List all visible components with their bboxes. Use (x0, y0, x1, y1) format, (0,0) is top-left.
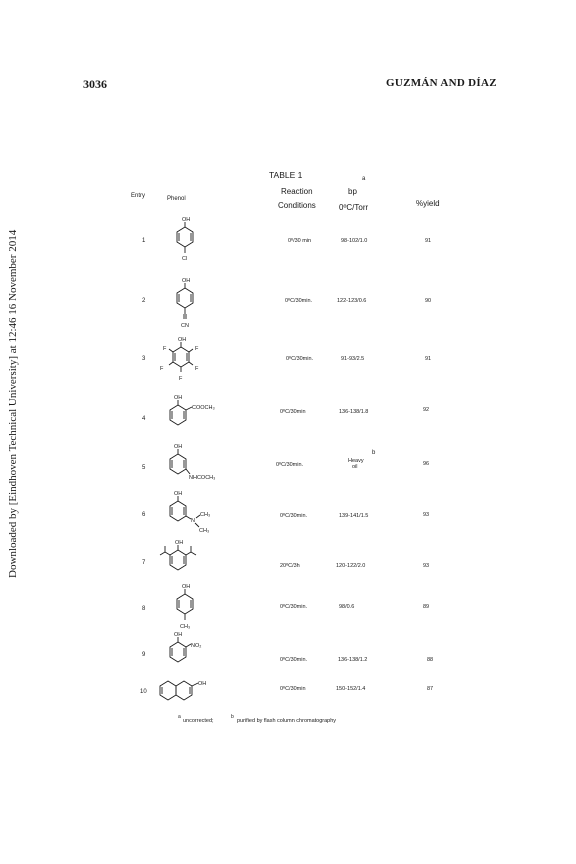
entry-number: 5 (142, 465, 146, 471)
page-number: 3036 (83, 77, 107, 91)
reaction-conditions: 0ºC/30min (280, 409, 306, 415)
svg-text:CH₃: CH₃ (199, 528, 210, 534)
yield-value: 87 (427, 686, 434, 692)
yield-value: 91 (425, 356, 432, 362)
boiling-point: 136-138/1.2 (338, 657, 368, 663)
column-header-entry: Entry (131, 193, 146, 199)
entry-number: 7 (142, 560, 146, 566)
reaction-conditions: 0ºC/30min. (276, 462, 304, 468)
reaction-conditions: 0ºC/30min (280, 686, 306, 692)
boiling-point: 150-152/1.4 (336, 686, 366, 692)
reaction-conditions: 0ºC/30min. (286, 356, 314, 362)
svg-text:NO₂: NO₂ (191, 643, 202, 649)
boiling-point: 139-141/1.5 (339, 513, 369, 519)
svg-text:F: F (179, 376, 183, 382)
phenol-structure (155, 537, 215, 582)
yield-value: 88 (427, 657, 434, 663)
svg-text:F: F (195, 366, 199, 372)
yield-value: 91 (425, 238, 432, 244)
entry-number: 4 (142, 416, 146, 422)
yield-value: 92 (423, 407, 430, 413)
yield-value: 90 (425, 298, 432, 304)
phenol-structure (158, 676, 218, 702)
reaction-conditions: 0º/30 min (288, 238, 312, 244)
footnote-a-text: uncorrected; (183, 718, 214, 724)
boiling-point: Heavy (348, 458, 364, 464)
svg-text:OH: OH (182, 584, 191, 590)
svg-text:OH: OH (182, 217, 191, 223)
reaction-conditions: 0ºC/30min. (285, 298, 313, 304)
svg-text:CH₃: CH₃ (180, 624, 191, 630)
svg-text:F: F (163, 346, 167, 352)
download-watermark: Downloaded by [Eindhoven Technical University] at 12:46 16 November 2014 (7, 229, 19, 578)
svg-text:N: N (191, 518, 195, 524)
yield-value: 89 (423, 604, 430, 610)
phenol-structure (168, 275, 208, 335)
column-header-bp-units: 0ºC/Torr (339, 203, 369, 212)
yield-value: 93 (423, 512, 430, 518)
phenol-structure (158, 334, 214, 390)
boiling-point: 122-123/0.6 (337, 298, 367, 304)
table-title: TABLE 1 (269, 170, 303, 180)
reaction-conditions: 0ºC/30min. (280, 513, 308, 519)
svg-text:OH: OH (174, 632, 183, 638)
boiling-point: 98/0.6 (339, 604, 355, 610)
svg-text:COOCH₃: COOCH₃ (192, 405, 215, 411)
svg-text:OH: OH (174, 395, 183, 401)
entry-number: 8 (142, 606, 146, 612)
reaction-conditions: 0ºC/30min. (280, 604, 308, 610)
footnote-marker: b (372, 450, 376, 456)
svg-text:NHCOCH₃: NHCOCH₃ (189, 475, 216, 481)
footnote-marker-b: b (231, 714, 234, 720)
svg-text:Cl: Cl (182, 256, 188, 262)
entry-number: 10 (140, 689, 147, 695)
svg-text:F: F (195, 346, 199, 352)
entry-number: 6 (142, 512, 146, 518)
svg-text:OH: OH (182, 278, 191, 284)
entry-number: 2 (142, 298, 146, 304)
boiling-point: 120-122/2.0 (336, 563, 366, 569)
column-header-conditions: Conditions (278, 201, 316, 210)
running-head: GUZMÁN AND DÍAZ (386, 77, 497, 89)
svg-text:CN: CN (181, 323, 189, 329)
yield-value: 96 (423, 461, 430, 467)
phenol-structure (168, 629, 228, 669)
phenol-structure (168, 488, 228, 538)
column-header-phenol: Phenol (167, 196, 186, 202)
column-header-bp: bp (348, 187, 357, 196)
footnote-b-text: purified by flash column chromatography (237, 718, 337, 724)
entry-number: 9 (142, 652, 146, 658)
column-header-bp-footnote: a (362, 176, 366, 182)
column-header-yield: %yield (416, 199, 440, 208)
entry-number: 1 (142, 238, 146, 244)
svg-text:F: F (160, 366, 164, 372)
boiling-point: 91-93/2.5 (341, 356, 365, 362)
svg-text:OH: OH (198, 681, 207, 687)
reaction-conditions: 0ºC/30min. (280, 657, 308, 663)
entry-number: 3 (142, 356, 146, 362)
reaction-conditions: 20ºC/3h (280, 563, 300, 569)
phenol-structure (168, 441, 244, 486)
svg-text:OH: OH (175, 540, 184, 546)
boiling-point: 136-138/1.8 (339, 409, 369, 415)
footnote-marker-a: a (178, 714, 181, 720)
svg-text:OH: OH (174, 491, 183, 497)
svg-text:OH: OH (174, 444, 183, 450)
yield-value: 93 (423, 563, 430, 569)
svg-text:CH₃: CH₃ (200, 512, 211, 518)
boiling-point: 98-102/1.0 (341, 238, 368, 244)
phenol-structure (168, 392, 238, 432)
phenol-structure (168, 214, 208, 270)
svg-text:OH: OH (178, 337, 187, 343)
boiling-point-line-2: oil (352, 464, 358, 470)
column-header-reaction: Reaction (281, 187, 313, 196)
